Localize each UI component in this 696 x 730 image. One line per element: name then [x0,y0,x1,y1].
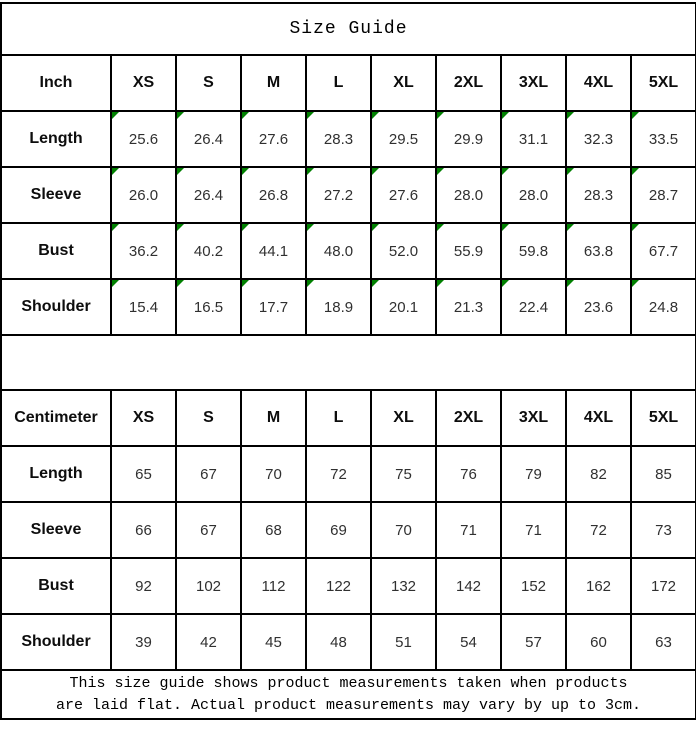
green-corner-indicator-icon [437,224,444,231]
centimeter-table-section [1,390,696,670]
value-cell: 122 [306,558,371,614]
value-cell: 152 [501,558,566,614]
value-cell: 54 [436,614,501,670]
inch-measurement-row [1,223,696,279]
value-cell: 68 [241,502,306,558]
value-cell: 32.3 [566,111,631,167]
inch-measurement-row [1,279,696,335]
value-cell: 52.0 [371,223,436,279]
value-cell: 82 [566,446,631,502]
value-cell: 75 [371,446,436,502]
value-cell: 67 [176,502,241,558]
value-cell: 63.8 [566,223,631,279]
value-cell: 20.1 [371,279,436,335]
value-cell: 26.4 [176,111,241,167]
row-label-cell: Shoulder [1,614,111,670]
value-cell: 70 [241,446,306,502]
value-cell: 45 [241,614,306,670]
green-corner-indicator-icon [632,224,639,231]
spacer-cell [1,335,696,390]
green-corner-indicator-icon [372,168,379,175]
centimeter-measurement-row [1,614,696,670]
value-cell: 55.9 [436,223,501,279]
green-corner-indicator-icon [567,112,574,119]
value-cell: 22.4 [501,279,566,335]
value-cell: 27.2 [306,167,371,223]
size-header-cell: 2XL [436,390,501,446]
value-cell: 21.3 [436,279,501,335]
value-cell: 33.5 [631,111,696,167]
size-guide-table [0,2,696,720]
green-corner-indicator-icon [372,112,379,119]
value-cell: 18.9 [306,279,371,335]
value-cell: 73 [631,502,696,558]
green-corner-indicator-icon [112,168,119,175]
value-cell: 28.3 [306,111,371,167]
value-cell: 67 [176,446,241,502]
size-header-cell: XL [371,55,436,111]
value-cell: 142 [436,558,501,614]
inch-table-section [1,55,696,335]
value-cell: 26.8 [241,167,306,223]
value-cell: 72 [306,446,371,502]
value-cell: 51 [371,614,436,670]
green-corner-indicator-icon [307,112,314,119]
value-cell: 28.0 [436,167,501,223]
green-corner-indicator-icon [632,112,639,119]
value-cell: 26.4 [176,167,241,223]
value-cell: 17.7 [241,279,306,335]
green-corner-indicator-icon [502,112,509,119]
spacer-section [1,335,696,390]
size-header-cell: M [241,390,306,446]
size-header-cell: L [306,55,371,111]
green-corner-indicator-icon [112,280,119,287]
size-header-cell: S [176,55,241,111]
green-corner-indicator-icon [437,112,444,119]
green-corner-indicator-icon [632,280,639,287]
size-header-cell: L [306,390,371,446]
value-cell: 66 [111,502,176,558]
inch-measurement-row [1,167,696,223]
value-cell: 28.3 [566,167,631,223]
value-cell: 26.0 [111,167,176,223]
size-header-cell: 5XL [631,55,696,111]
value-cell: 39 [111,614,176,670]
size-header-cell: M [241,55,306,111]
inch-header-row [1,55,696,111]
row-label-cell: Bust [1,558,111,614]
size-header-cell: 4XL [566,390,631,446]
inch-measurement-row [1,111,696,167]
title-section [1,3,696,55]
size-header-cell: XS [111,55,176,111]
green-corner-indicator-icon [437,168,444,175]
green-corner-indicator-icon [437,280,444,287]
value-cell: 132 [371,558,436,614]
row-label-cell: Length [1,446,111,502]
green-corner-indicator-icon [242,280,249,287]
row-label-cell: Bust [1,223,111,279]
value-cell: 27.6 [371,167,436,223]
value-cell: 28.7 [631,167,696,223]
row-label-cell: Sleeve [1,502,111,558]
value-cell: 42 [176,614,241,670]
row-label-cell: Length [1,111,111,167]
green-corner-indicator-icon [567,280,574,287]
value-cell: 28.0 [501,167,566,223]
value-cell: 16.5 [176,279,241,335]
row-label-cell: Sleeve [1,167,111,223]
footer-note [1,670,696,719]
size-header-cell: 4XL [566,55,631,111]
value-cell: 70 [371,502,436,558]
value-cell: 72 [566,502,631,558]
green-corner-indicator-icon [372,224,379,231]
size-header-cell: 3XL [501,390,566,446]
centimeter-measurement-row [1,558,696,614]
green-corner-indicator-icon [502,168,509,175]
value-cell: 48.0 [306,223,371,279]
size-header-cell: S [176,390,241,446]
value-cell: 112 [241,558,306,614]
value-cell: 57 [501,614,566,670]
value-cell: 69 [306,502,371,558]
value-cell: 29.5 [371,111,436,167]
value-cell: 79 [501,446,566,502]
value-cell: 63 [631,614,696,670]
green-corner-indicator-icon [372,280,379,287]
value-cell: 24.8 [631,279,696,335]
value-cell: 162 [566,558,631,614]
green-corner-indicator-icon [307,168,314,175]
value-cell: 60 [566,614,631,670]
value-cell: 172 [631,558,696,614]
value-cell: 48 [306,614,371,670]
row-label-cell: Shoulder [1,279,111,335]
green-corner-indicator-icon [307,224,314,231]
green-corner-indicator-icon [177,112,184,119]
value-cell: 71 [436,502,501,558]
value-cell: 85 [631,446,696,502]
page-title: Size Guide [1,3,696,55]
value-cell: 29.9 [436,111,501,167]
green-corner-indicator-icon [177,224,184,231]
footer-note-line1: This size guide shows product measurements taken when products [69,674,628,692]
green-corner-indicator-icon [242,112,249,119]
size-header-cell: 3XL [501,55,566,111]
value-cell: 40.2 [176,223,241,279]
value-cell: 23.6 [566,279,631,335]
size-header-cell: XS [111,390,176,446]
footer-note-line2: are laid flat. Actual product measurements may vary by up to 3cm. [55,696,642,714]
green-corner-indicator-icon [307,280,314,287]
green-corner-indicator-icon [242,224,249,231]
value-cell: 15.4 [111,279,176,335]
size-header-cell: XL [371,390,436,446]
green-corner-indicator-icon [112,112,119,119]
centimeter-header-row [1,390,696,446]
footer-section [1,670,696,719]
green-corner-indicator-icon [567,224,574,231]
value-cell: 36.2 [111,223,176,279]
value-cell: 102 [176,558,241,614]
size-header-cell: 5XL [631,390,696,446]
value-cell: 92 [111,558,176,614]
value-cell: 25.6 [111,111,176,167]
green-corner-indicator-icon [502,224,509,231]
centimeter-measurement-row [1,502,696,558]
centimeter-measurement-row [1,446,696,502]
value-cell: 44.1 [241,223,306,279]
value-cell: 59.8 [501,223,566,279]
green-corner-indicator-icon [242,168,249,175]
green-corner-indicator-icon [177,168,184,175]
size-header-cell: 2XL [436,55,501,111]
green-corner-indicator-icon [632,168,639,175]
green-corner-indicator-icon [502,280,509,287]
value-cell: 65 [111,446,176,502]
value-cell: 27.6 [241,111,306,167]
green-corner-indicator-icon [177,280,184,287]
unit-label-cell: Centimeter [1,390,111,446]
green-corner-indicator-icon [567,168,574,175]
value-cell: 67.7 [631,223,696,279]
green-corner-indicator-icon [112,224,119,231]
value-cell: 31.1 [501,111,566,167]
unit-label-cell: Inch [1,55,111,111]
value-cell: 76 [436,446,501,502]
value-cell: 71 [501,502,566,558]
